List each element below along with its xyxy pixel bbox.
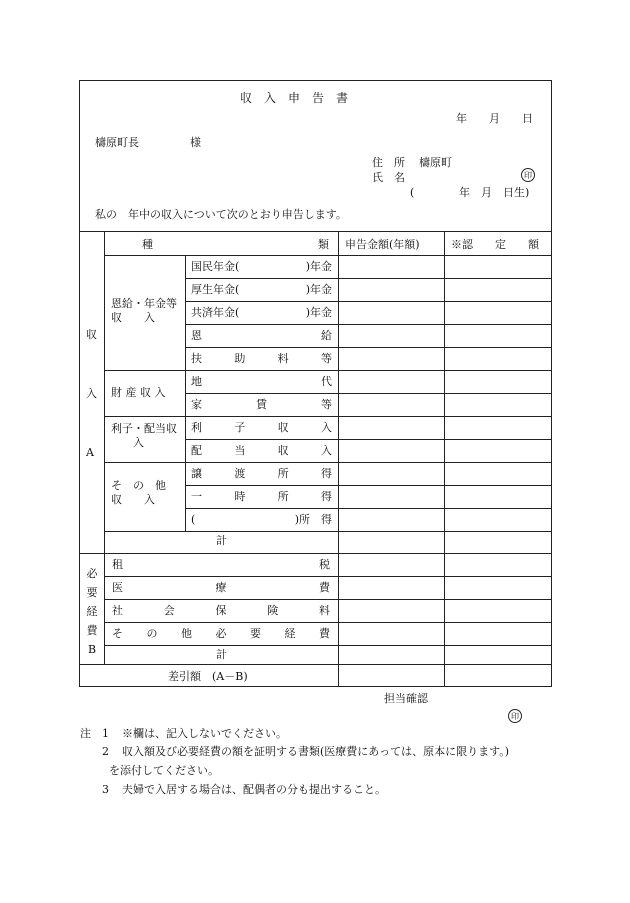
income-item-text: 収 <box>277 421 289 434</box>
income-item-text: 利 <box>191 421 202 434</box>
table-top-rule <box>79 231 552 232</box>
income-item-text: 譲 <box>191 467 202 480</box>
income-label-3: A <box>86 446 94 459</box>
income-item-text: )年金 <box>305 260 332 273</box>
income-item-11 <box>191 491 332 502</box>
col-rule-2 <box>185 255 186 531</box>
income-item-3 <box>191 307 332 318</box>
declared-amount-cell[interactable] <box>339 302 443 323</box>
declared-amount-cell[interactable] <box>339 417 443 438</box>
expense-item-text: 会 <box>163 604 175 617</box>
expense-item-text: そ <box>112 627 123 640</box>
expense-item-text: 医 <box>112 581 123 594</box>
certified-amount-cell[interactable] <box>445 279 551 300</box>
applicant-seal-icon: 印 <box>521 168 535 182</box>
staff-seal-icon: 印 <box>508 709 522 723</box>
note-2-text-cont: を添付してください。 <box>109 764 219 777</box>
income-item-text: 一 <box>191 490 202 503</box>
income-item-text: )年金 <box>305 306 332 319</box>
expense-item-text: 険 <box>267 604 279 617</box>
income-item-text: 入 <box>320 444 332 457</box>
expense-total: 計 <box>216 648 227 661</box>
income-item-text: 料 <box>277 352 289 365</box>
expense-label-3: 経 <box>86 605 98 618</box>
group-interest-line1: 利子・配当収 <box>111 422 177 435</box>
income-item-text: 賃 <box>256 398 267 411</box>
expense-end-rule <box>79 664 552 665</box>
income-total-rule <box>104 531 552 532</box>
income-item-text: 等 <box>321 398 332 411</box>
expense-item-1 <box>112 559 330 570</box>
income-item-text: 厚生年金( <box>191 283 240 296</box>
income-item-text: )所 得 <box>294 513 332 526</box>
certified-amount-cell[interactable] <box>445 463 551 484</box>
income-item-8 <box>191 422 332 433</box>
income-item-1 <box>191 261 332 272</box>
income-item-text: 得 <box>320 490 332 503</box>
income-item-5 <box>191 353 332 364</box>
declared-amount-cell[interactable] <box>339 486 443 507</box>
certified-amount-cell[interactable] <box>445 509 551 530</box>
addressee-honorific: 様 <box>190 136 201 149</box>
certified-amount-cell[interactable] <box>445 440 551 461</box>
note-label: 注 <box>80 727 91 740</box>
address-label: 住 所 <box>372 156 405 169</box>
declared-amount-cell[interactable] <box>339 325 443 346</box>
col-header-type-2: 類 <box>318 238 329 251</box>
income-item-text: 国民年金( <box>191 260 240 273</box>
income-label-2: 入 <box>86 387 97 400</box>
expense-label-1: 必 <box>86 567 98 580</box>
expense-item-text: 税 <box>319 558 330 571</box>
declared-amount-cell[interactable] <box>339 509 443 530</box>
expense-label-5: B <box>87 643 97 656</box>
note-3-text: 夫婦で入居する場合は、配偶者の分も提出すること。 <box>122 783 386 796</box>
income-item-9 <box>191 445 332 456</box>
income-item-text: 収 <box>277 444 289 457</box>
note-3-num: 3 <box>102 783 109 796</box>
income-item-text: 給 <box>321 329 332 342</box>
group-other-line1: そ の 他 <box>111 479 166 492</box>
group-other <box>111 479 166 507</box>
income-item-text: 時 <box>234 490 246 503</box>
declaration-statement: 私の 年中の収入について次のとおり申告します。 <box>95 208 347 221</box>
expense-item-text: 社 <box>112 604 123 617</box>
declared-amount-cell[interactable] <box>339 371 443 392</box>
expense-item-text: の <box>146 627 158 640</box>
certified-amount-cell[interactable] <box>445 417 551 438</box>
expense-row-rule <box>104 645 552 646</box>
declared-amount-cell[interactable] <box>339 440 443 461</box>
group-pension <box>111 297 177 325</box>
certified-amount-cell[interactable] <box>445 486 551 507</box>
expense-item-text: 料 <box>319 604 330 617</box>
group-other-line2: 収 入 <box>111 493 155 506</box>
expense-item-text: 他 <box>181 627 192 640</box>
income-item-text: 所 <box>277 490 289 503</box>
income-item-text: 得 <box>320 467 332 480</box>
declared-amount-cell[interactable] <box>339 256 443 277</box>
expense-item-text: 要 <box>250 627 261 640</box>
col-rule-1 <box>104 231 105 664</box>
section-rule <box>79 553 552 554</box>
expense-row-rule <box>104 599 552 600</box>
expense-item-4 <box>112 628 330 639</box>
income-item-text: 所 <box>277 467 289 480</box>
income-item-12 <box>191 514 332 525</box>
expense-item-3 <box>112 605 330 616</box>
form-title: 収 入 申 告 書 <box>240 91 349 105</box>
note-2-text: 収入額及び必要経費の額を証明する書類(医療費にあっては、原本に限ります。) <box>122 745 510 758</box>
expense-item-text: 租 <box>112 558 123 571</box>
group-pension-line1: 恩給・年金等 <box>111 297 177 310</box>
note-1-text: ※欄は、記入しないでください。 <box>122 727 287 740</box>
group-interest-line2: 入 <box>133 436 144 449</box>
income-item-text: 等 <box>320 352 332 365</box>
expense-item-2 <box>112 582 330 593</box>
income-item-2 <box>191 284 332 295</box>
certified-amount-cell[interactable] <box>445 394 551 415</box>
declared-amount-cell[interactable] <box>339 348 443 369</box>
income-item-text: 代 <box>321 375 332 388</box>
income-item-text: 入 <box>320 421 332 434</box>
certified-amount-cell[interactable] <box>445 371 551 392</box>
income-item-text: 地 <box>191 375 202 388</box>
col-header-type-1: 種 <box>142 238 153 251</box>
income-item-text: 当 <box>234 444 246 457</box>
income-item-text: 子 <box>234 421 246 434</box>
expense-label-2: 要 <box>86 586 98 599</box>
income-item-6 <box>191 376 332 387</box>
group-interest <box>111 422 177 450</box>
expense-row-rule <box>104 576 552 577</box>
certified-amount-cell[interactable] <box>445 348 551 369</box>
col-header-certified-amount: ※認 定 額 <box>451 238 539 251</box>
expense-item-text: 費 <box>319 627 330 640</box>
certified-amount-cell[interactable] <box>445 256 551 277</box>
certified-amount-cell[interactable] <box>445 302 551 323</box>
income-item-7 <box>191 399 332 410</box>
expense-label-4: 費 <box>86 624 98 637</box>
staff-confirmation: 担当確認 <box>384 692 428 705</box>
expense-label <box>80 564 104 659</box>
col-header-declared-amount: 申告金額(年額) <box>345 238 420 251</box>
birth-date-field[interactable]: 年 月 日生) <box>459 186 530 199</box>
note-1-num: 1 <box>102 727 109 740</box>
addressee: 檮原町長 <box>95 136 139 149</box>
declared-amount-cell[interactable] <box>339 279 443 300</box>
income-item-text: 扶 <box>191 352 202 365</box>
name-label: 氏 名 <box>372 171 405 184</box>
expense-item-text: 費 <box>319 581 330 594</box>
income-total: 計 <box>216 534 227 547</box>
expense-item-text: 必 <box>215 627 227 640</box>
group-property: 財 産 収 入 <box>111 386 166 399</box>
income-item-text: 恩 <box>191 329 202 342</box>
certified-amount-cell[interactable] <box>445 325 551 346</box>
expense-item-text: 経 <box>284 627 296 640</box>
declared-amount-cell[interactable] <box>339 394 443 415</box>
expense-item-text: 療 <box>215 581 227 594</box>
income-item-text: 家 <box>191 398 202 411</box>
expense-row-rule <box>104 622 552 623</box>
income-item-4 <box>191 330 332 341</box>
address-field[interactable]: 檮原町 <box>419 156 452 169</box>
date-field[interactable]: 年 月 日 <box>456 112 533 125</box>
income-item-10 <box>191 468 332 479</box>
income-item-text: )年金 <box>305 283 332 296</box>
income-item-text: 渡 <box>234 467 246 480</box>
declared-amount-cell[interactable] <box>339 463 443 484</box>
income-item-text: 配 <box>191 444 202 457</box>
expense-item-text: 保 <box>215 604 227 617</box>
income-item-text: 共済年金( <box>191 306 240 319</box>
income-item-text: ( <box>191 513 196 526</box>
group-pension-line2: 収 入 <box>111 311 155 324</box>
note-2-num: 2 <box>102 745 109 758</box>
birth-paren: ( <box>410 186 415 199</box>
income-item-text: 助 <box>234 352 246 365</box>
income-label-1: 収 <box>86 328 97 341</box>
difference-label: 差引額 (A－B) <box>168 670 248 683</box>
